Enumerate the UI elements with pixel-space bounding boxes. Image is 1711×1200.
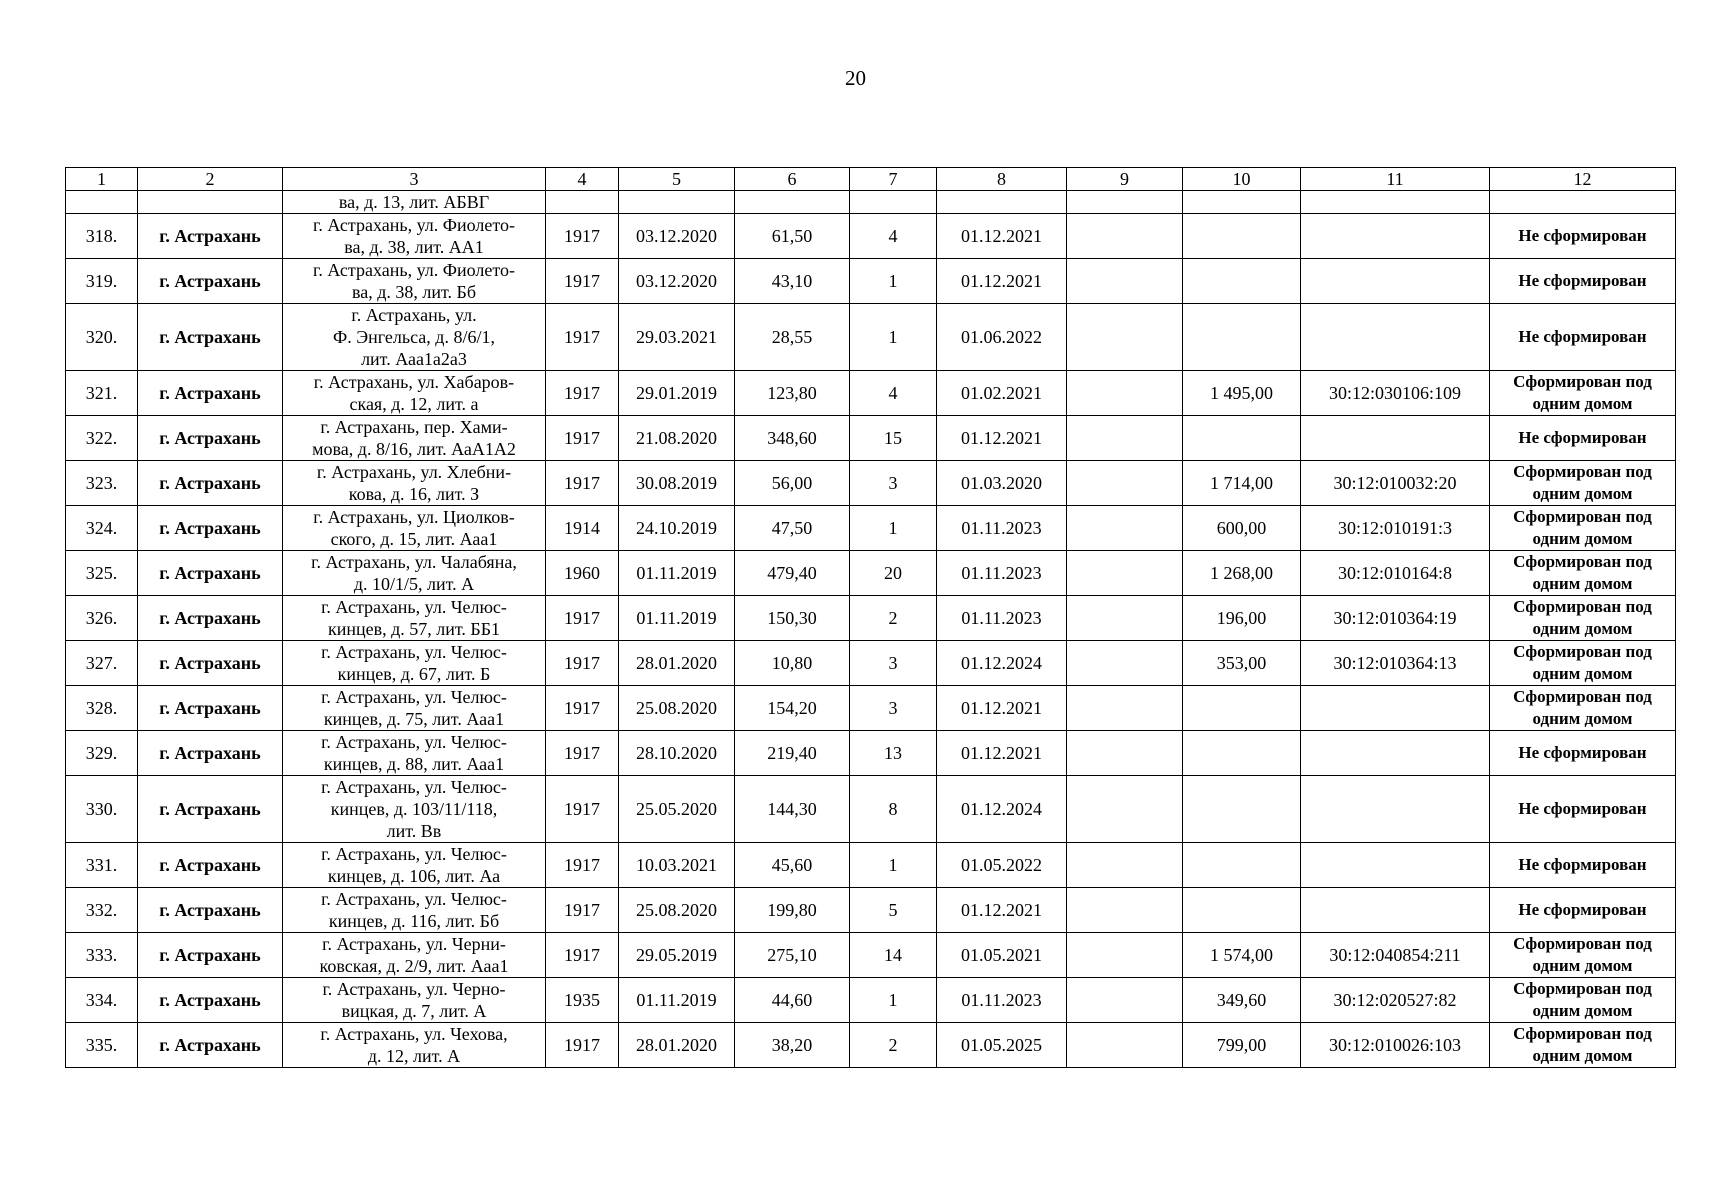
land-area-cell: 799,00 [1183, 1023, 1301, 1068]
land-area-cell: 196,00 [1183, 596, 1301, 641]
resettlement-date-cell: 01.12.2021 [937, 686, 1067, 731]
address-cell: г. Астрахань, ул. Ф. Энгельса, д. 8/6/1, лит. Ааа1а2а3 [283, 304, 546, 371]
decision-date-cell: 29.01.2019 [619, 371, 735, 416]
city-cell: г. Астрахань [138, 551, 283, 596]
table-row [66, 461, 1676, 506]
column-header: 3 [283, 168, 546, 191]
address-cell: г. Астрахань, ул. Хлебни- кова, д. 16, лит. З [283, 461, 546, 506]
residents-count-cell: 2 [850, 596, 937, 641]
column-header: 9 [1067, 168, 1183, 191]
row-number-cell: 333. [66, 933, 138, 978]
column-9-cell [1067, 933, 1183, 978]
city-cell: г. Астрахань [138, 978, 283, 1023]
status-cell: Сформирован под одним домом [1490, 641, 1676, 686]
land-area-cell [1183, 259, 1301, 304]
resettlement-date-cell: 01.12.2021 [937, 731, 1067, 776]
cadastral-number-cell: 30:12:030106:109 [1301, 371, 1490, 416]
column-header: 11 [1301, 168, 1490, 191]
table-row [66, 888, 1676, 933]
residents-count-cell: 3 [850, 641, 937, 686]
address-cell: г. Астрахань, пер. Хами- мова, д. 8/16, лит. АаА1А2 [283, 416, 546, 461]
column-9-cell [1067, 304, 1183, 371]
year-cell: 1917 [546, 933, 619, 978]
row-number-cell: 332. [66, 888, 138, 933]
cadastral-number-cell [1301, 304, 1490, 371]
city-cell: г. Астрахань [138, 686, 283, 731]
city-cell: г. Астрахань [138, 371, 283, 416]
status-cell: Не сформирован [1490, 888, 1676, 933]
row-number-cell: 320. [66, 304, 138, 371]
address-cell: г. Астрахань, ул. Челюс- кинцев, д. 57, лит. ББ1 [283, 596, 546, 641]
city-cell: г. Астрахань [138, 259, 283, 304]
table-row [66, 416, 1676, 461]
housing-register-table [65, 167, 1676, 1068]
column-9-cell [1067, 731, 1183, 776]
status-cell: Не сформирован [1490, 843, 1676, 888]
year-cell: 1917 [546, 596, 619, 641]
residents-count-cell: 20 [850, 551, 937, 596]
table-row [66, 551, 1676, 596]
decision-date-cell: 01.11.2019 [619, 551, 735, 596]
year-cell: 1914 [546, 506, 619, 551]
row-number-cell: 329. [66, 731, 138, 776]
column-number-row [66, 168, 1676, 191]
row-number-cell: 334. [66, 978, 138, 1023]
column-9-cell [1067, 1023, 1183, 1068]
column-9-cell [1067, 461, 1183, 506]
resettlement-date-cell: 01.11.2023 [937, 506, 1067, 551]
status-cell: Сформирован под одним домом [1490, 506, 1676, 551]
city-cell: г. Астрахань [138, 843, 283, 888]
city-cell: г. Астрахань [138, 416, 283, 461]
residents-count-cell: 1 [850, 259, 937, 304]
resettlement-date-cell: 01.02.2021 [937, 371, 1067, 416]
area-cell: 61,50 [735, 214, 850, 259]
year-cell: 1917 [546, 304, 619, 371]
land-area-cell [1183, 843, 1301, 888]
decision-date-cell: 28.10.2020 [619, 731, 735, 776]
area-cell: 154,20 [735, 686, 850, 731]
resettlement-date-cell: 01.12.2024 [937, 641, 1067, 686]
status-cell: Не сформирован [1490, 214, 1676, 259]
residents-count-cell: 5 [850, 888, 937, 933]
land-area-cell [1183, 304, 1301, 371]
column-header: 2 [138, 168, 283, 191]
row-number-cell: 323. [66, 461, 138, 506]
decision-date-cell: 01.11.2019 [619, 596, 735, 641]
area-cell: 43,10 [735, 259, 850, 304]
resettlement-date-cell: 01.05.2025 [937, 1023, 1067, 1068]
resettlement-date-cell: 01.06.2022 [937, 304, 1067, 371]
resettlement-date-cell: 01.03.2020 [937, 461, 1067, 506]
address-cell: г. Астрахань, ул. Черни- ковская, д. 2/9, лит. Ааа1 [283, 933, 546, 978]
status-cell: Сформирован под одним домом [1490, 686, 1676, 731]
row-number-cell: 327. [66, 641, 138, 686]
column-9-cell [1067, 686, 1183, 731]
table-row [66, 776, 1676, 843]
year-cell: 1917 [546, 461, 619, 506]
row-number-cell: 324. [66, 506, 138, 551]
residents-count-cell: 1 [850, 506, 937, 551]
column-9-cell [1067, 416, 1183, 461]
residents-count-cell: 15 [850, 416, 937, 461]
address-cell: г. Астрахань, ул. Чалабяна, д. 10/1/5, лит. А [283, 551, 546, 596]
decision-date-cell: 28.01.2020 [619, 641, 735, 686]
year-cell: 1917 [546, 888, 619, 933]
address-cell: г. Астрахань, ул. Циолков- ского, д. 15, лит. Ааа1 [283, 506, 546, 551]
table-row [66, 843, 1676, 888]
table-row [66, 304, 1676, 371]
land-area-cell: 1 268,00 [1183, 551, 1301, 596]
resettlement-date-cell: 01.12.2021 [937, 416, 1067, 461]
status-cell: Сформирован под одним домом [1490, 596, 1676, 641]
cadastral-number-cell [1301, 416, 1490, 461]
land-area-cell: 1 714,00 [1183, 461, 1301, 506]
column-9-cell [1067, 371, 1183, 416]
row-number-cell: 326. [66, 596, 138, 641]
column-9-cell [1067, 888, 1183, 933]
resettlement-date-cell: 01.12.2024 [937, 776, 1067, 843]
column-header: 12 [1490, 168, 1676, 191]
column-header: 6 [735, 168, 850, 191]
address-cell: ва, д. 13, лит. АБВГ [283, 191, 546, 214]
page-number: 20 [845, 66, 866, 90]
year-cell: 1935 [546, 978, 619, 1023]
address-cell: г. Астрахань, ул. Челюс- кинцев, д. 75, лит. Ааа1 [283, 686, 546, 731]
column-9-cell [1067, 843, 1183, 888]
city-cell: г. Астрахань [138, 776, 283, 843]
year-cell: 1917 [546, 214, 619, 259]
residents-count-cell: 4 [850, 214, 937, 259]
decision-date-cell: 03.12.2020 [619, 259, 735, 304]
city-cell: г. Астрахань [138, 641, 283, 686]
address-cell: г. Астрахань, ул. Фиолето- ва, д. 38, лит. АА1 [283, 214, 546, 259]
year-cell: 1917 [546, 686, 619, 731]
status-cell: Сформирован под одним домом [1490, 551, 1676, 596]
area-cell: 199,80 [735, 888, 850, 933]
table-row [66, 596, 1676, 641]
address-cell: г. Астрахань, ул. Челюс- кинцев, д. 67, лит. Б [283, 641, 546, 686]
cadastral-number-cell: 30:12:010164:8 [1301, 551, 1490, 596]
status-cell: Сформирован под одним домом [1490, 933, 1676, 978]
cadastral-number-cell: 30:12:040854:211 [1301, 933, 1490, 978]
year-cell: 1917 [546, 259, 619, 304]
column-9-cell [1067, 641, 1183, 686]
land-area-cell [1183, 888, 1301, 933]
status-cell: Сформирован под одним домом [1490, 1023, 1676, 1068]
status-cell: Сформирован под одним домом [1490, 978, 1676, 1023]
decision-date-cell: 10.03.2021 [619, 843, 735, 888]
address-cell: г. Астрахань, ул. Челюс- кинцев, д. 103/11/118, лит. Вв [283, 776, 546, 843]
row-number-cell: 319. [66, 259, 138, 304]
residents-count-cell: 1 [850, 304, 937, 371]
column-9-cell [1067, 259, 1183, 304]
area-cell: 28,55 [735, 304, 850, 371]
decision-date-cell: 28.01.2020 [619, 1023, 735, 1068]
cadastral-number-cell [1301, 686, 1490, 731]
cadastral-number-cell [1301, 843, 1490, 888]
continuation-row [66, 191, 1676, 214]
decision-date-cell: 29.03.2021 [619, 304, 735, 371]
area-cell: 47,50 [735, 506, 850, 551]
city-cell: г. Астрахань [138, 1023, 283, 1068]
city-cell: г. Астрахань [138, 506, 283, 551]
column-header: 7 [850, 168, 937, 191]
table-row [66, 506, 1676, 551]
residents-count-cell: 14 [850, 933, 937, 978]
land-area-cell: 353,00 [1183, 641, 1301, 686]
cadastral-number-cell [1301, 214, 1490, 259]
status-cell: Не сформирован [1490, 259, 1676, 304]
residents-count-cell: 13 [850, 731, 937, 776]
resettlement-date-cell: 01.12.2021 [937, 888, 1067, 933]
table-row [66, 1023, 1676, 1068]
decision-date-cell: 29.05.2019 [619, 933, 735, 978]
area-cell: 150,30 [735, 596, 850, 641]
resettlement-date-cell: 01.12.2021 [937, 259, 1067, 304]
column-9-cell [1067, 978, 1183, 1023]
land-area-cell: 1 495,00 [1183, 371, 1301, 416]
table-row [66, 731, 1676, 776]
row-number-cell: 325. [66, 551, 138, 596]
row-number-cell: 328. [66, 686, 138, 731]
residents-count-cell: 1 [850, 843, 937, 888]
land-area-cell: 349,60 [1183, 978, 1301, 1023]
land-area-cell [1183, 686, 1301, 731]
land-area-cell [1183, 214, 1301, 259]
area-cell: 479,40 [735, 551, 850, 596]
residents-count-cell: 3 [850, 461, 937, 506]
row-number-cell: 330. [66, 776, 138, 843]
cadastral-number-cell: 30:12:010026:103 [1301, 1023, 1490, 1068]
address-cell: г. Астрахань, ул. Фиолето- ва, д. 38, лит. Бб [283, 259, 546, 304]
area-cell: 275,10 [735, 933, 850, 978]
residents-count-cell: 2 [850, 1023, 937, 1068]
city-cell: г. Астрахань [138, 933, 283, 978]
column-header: 8 [937, 168, 1067, 191]
decision-date-cell: 21.08.2020 [619, 416, 735, 461]
cadastral-number-cell [1301, 776, 1490, 843]
city-cell: г. Астрахань [138, 731, 283, 776]
city-cell: г. Астрахань [138, 214, 283, 259]
year-cell: 1917 [546, 416, 619, 461]
column-header: 1 [66, 168, 138, 191]
decision-date-cell: 24.10.2019 [619, 506, 735, 551]
decision-date-cell: 25.08.2020 [619, 888, 735, 933]
address-cell: г. Астрахань, ул. Хабаров- ская, д. 12, лит. а [283, 371, 546, 416]
cadastral-number-cell: 30:12:010191:3 [1301, 506, 1490, 551]
area-cell: 44,60 [735, 978, 850, 1023]
residents-count-cell: 8 [850, 776, 937, 843]
resettlement-date-cell: 01.05.2022 [937, 843, 1067, 888]
cadastral-number-cell: 30:12:010364:19 [1301, 596, 1490, 641]
decision-date-cell: 01.11.2019 [619, 978, 735, 1023]
column-9-cell [1067, 776, 1183, 843]
table-row [66, 259, 1676, 304]
city-cell: г. Астрахань [138, 596, 283, 641]
area-cell: 123,80 [735, 371, 850, 416]
land-area-cell [1183, 776, 1301, 843]
year-cell: 1917 [546, 776, 619, 843]
land-area-cell: 1 574,00 [1183, 933, 1301, 978]
column-9-cell [1067, 596, 1183, 641]
status-cell: Сформирован под одним домом [1490, 371, 1676, 416]
resettlement-date-cell: 01.11.2023 [937, 596, 1067, 641]
row-number-cell: 321. [66, 371, 138, 416]
year-cell: 1917 [546, 843, 619, 888]
residents-count-cell: 3 [850, 686, 937, 731]
column-9-cell [1067, 506, 1183, 551]
decision-date-cell: 25.08.2020 [619, 686, 735, 731]
status-cell: Не сформирован [1490, 731, 1676, 776]
address-cell: г. Астрахань, ул. Челюс- кинцев, д. 88, лит. Ааа1 [283, 731, 546, 776]
column-header: 5 [619, 168, 735, 191]
resettlement-date-cell: 01.05.2021 [937, 933, 1067, 978]
row-number-cell: 322. [66, 416, 138, 461]
table-row [66, 978, 1676, 1023]
cadastral-number-cell: 30:12:020527:82 [1301, 978, 1490, 1023]
column-9-cell [1067, 551, 1183, 596]
status-cell: Сформирован под одним домом [1490, 461, 1676, 506]
column-header: 10 [1183, 168, 1301, 191]
area-cell: 45,60 [735, 843, 850, 888]
cadastral-number-cell [1301, 259, 1490, 304]
decision-date-cell: 30.08.2019 [619, 461, 735, 506]
address-cell: г. Астрахань, ул. Челюс- кинцев, д. 116, лит. Бб [283, 888, 546, 933]
land-area-cell [1183, 731, 1301, 776]
row-number-cell: 318. [66, 214, 138, 259]
table-row [66, 641, 1676, 686]
row-number-cell: 335. [66, 1023, 138, 1068]
area-cell: 38,20 [735, 1023, 850, 1068]
year-cell: 1917 [546, 731, 619, 776]
year-cell: 1960 [546, 551, 619, 596]
land-area-cell [1183, 416, 1301, 461]
address-cell: г. Астрахань, ул. Челюс- кинцев, д. 106, лит. Аа [283, 843, 546, 888]
city-cell: г. Астрахань [138, 461, 283, 506]
area-cell: 219,40 [735, 731, 850, 776]
year-cell: 1917 [546, 1023, 619, 1068]
column-9-cell [1067, 214, 1183, 259]
resettlement-date-cell: 01.12.2021 [937, 214, 1067, 259]
address-cell: г. Астрахань, ул. Черно- вицкая, д. 7, лит. А [283, 978, 546, 1023]
cadastral-number-cell: 30:12:010364:13 [1301, 641, 1490, 686]
city-cell: г. Астрахань [138, 304, 283, 371]
decision-date-cell: 03.12.2020 [619, 214, 735, 259]
area-cell: 56,00 [735, 461, 850, 506]
area-cell: 348,60 [735, 416, 850, 461]
cadastral-number-cell [1301, 888, 1490, 933]
area-cell: 10,80 [735, 641, 850, 686]
area-cell: 144,30 [735, 776, 850, 843]
status-cell: Не сформирован [1490, 304, 1676, 371]
residents-count-cell: 4 [850, 371, 937, 416]
residents-count-cell: 1 [850, 978, 937, 1023]
land-area-cell: 600,00 [1183, 506, 1301, 551]
cadastral-number-cell: 30:12:010032:20 [1301, 461, 1490, 506]
column-header: 4 [546, 168, 619, 191]
table-row [66, 371, 1676, 416]
resettlement-date-cell: 01.11.2023 [937, 978, 1067, 1023]
resettlement-date-cell: 01.11.2023 [937, 551, 1067, 596]
table-row [66, 933, 1676, 978]
status-cell: Не сформирован [1490, 776, 1676, 843]
year-cell: 1917 [546, 641, 619, 686]
year-cell: 1917 [546, 371, 619, 416]
status-cell: Не сформирован [1490, 416, 1676, 461]
row-number-cell: 331. [66, 843, 138, 888]
cadastral-number-cell [1301, 731, 1490, 776]
city-cell: г. Астрахань [138, 888, 283, 933]
address-cell: г. Астрахань, ул. Чехова, д. 12, лит. А [283, 1023, 546, 1068]
decision-date-cell: 25.05.2020 [619, 776, 735, 843]
table-row [66, 686, 1676, 731]
table-row [66, 214, 1676, 259]
